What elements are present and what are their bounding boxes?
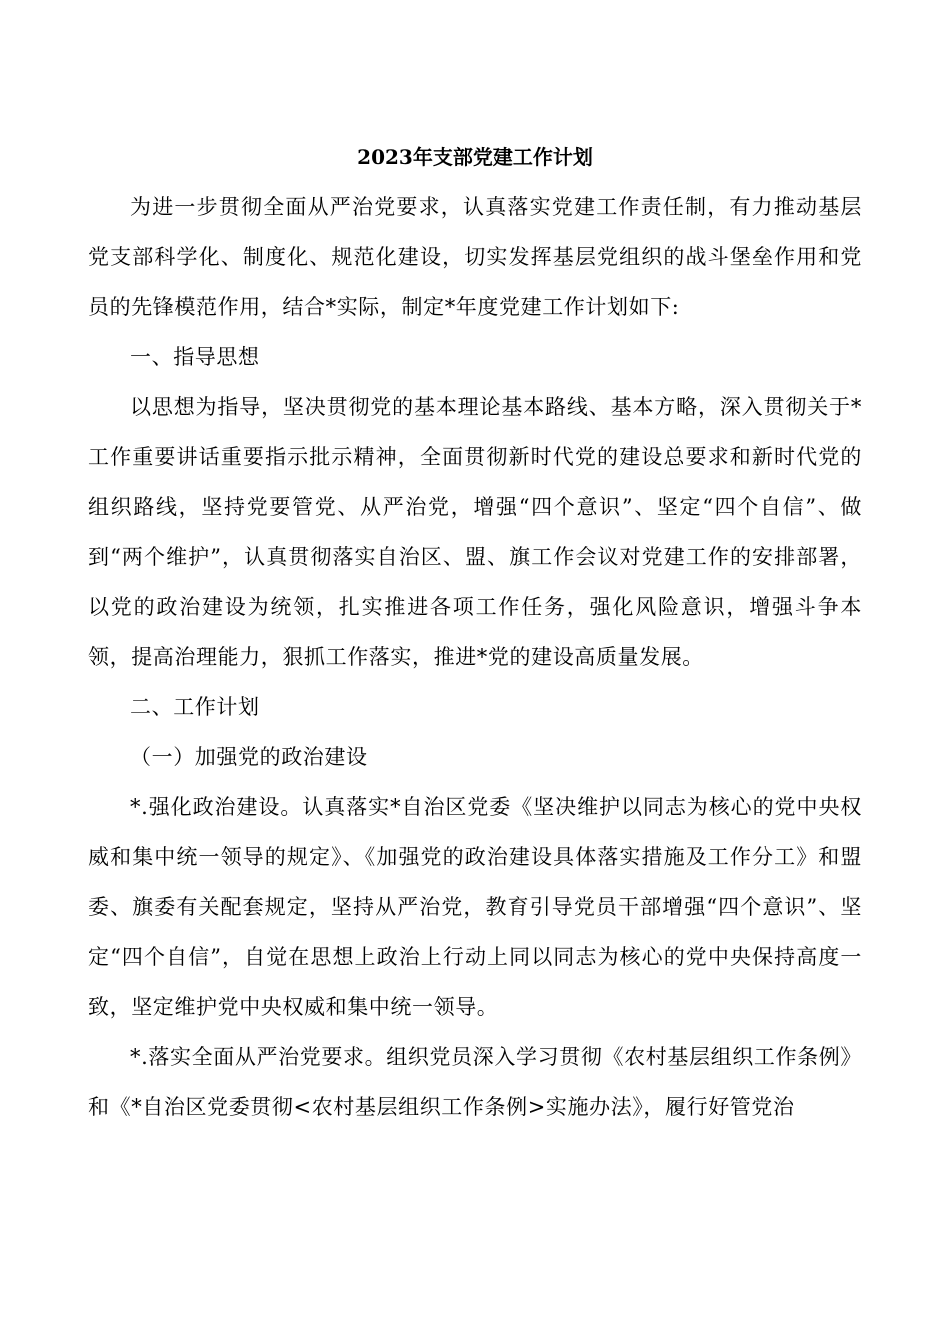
document-page [88,140,862,1132]
guiding-ideology-paragraph: 以思想为指导，坚决贯彻党的基本理论基本路线、基本方略，深入贯彻关于*工作重要讲话重要指示批示精神，全面贯彻新时代党的建设总要求和新时代党的组织路线，坚持党要管党、从严治党，增强“四个意识”、坚定“四个自信”、做到“两个维护”，认真贯彻落实自治区、盟、旗工作会议对党建工作的安排部署，以党的政治建设为统领，扎实推进各项工作任务，强化风险意识，增强斗争本领，提高治理能力，狠抓工作落实，推进*党的建设高质量发展。 [88,395,862,669]
item-strengthen-political-building: *.强化政治建设。认真落实*自治区党委《坚决维护以同志为核心的党中央权威和集中统一领导的规定》、《加强党的政治建设具体落实措施及工作分工》和盟委、旗委有关配套规定，坚持从严治党，教育引导党员干部增强“四个意识”、坚定“四个自信”，自觉在思想上政治上行动上同以同志为核心的党中央保持高度一致，坚定维护党中央权威和集中统一领导。 [88,795,862,1019]
subsection-heading-political-building: （一）加强党的政治建设 [130,745,368,769]
item-strict-party-governance: *.落实全面从严治党要求。组织党员深入学习贯彻《农村基层组织工作条例》和《*自治区党委贯彻<农村基层组织工作条例>实施办法》，履行好管党治 [88,1045,862,1119]
document-title: 2023年支部党建工作计划 [357,145,593,169]
intro-paragraph: 为进一步贯彻全面从严治党要求，认真落实党建工作责任制，有力推动基层党支部科学化、制度化、规范化建设，切实发挥基层党组织的战斗堡垒作用和党员的先锋模范作用，结合*实际，制定*年度党建工作计划如下: [88,195,862,319]
section-heading-work-plan: 二、工作计划 [130,695,260,719]
section-heading-guiding-ideology: 一、指导思想 [130,345,260,369]
